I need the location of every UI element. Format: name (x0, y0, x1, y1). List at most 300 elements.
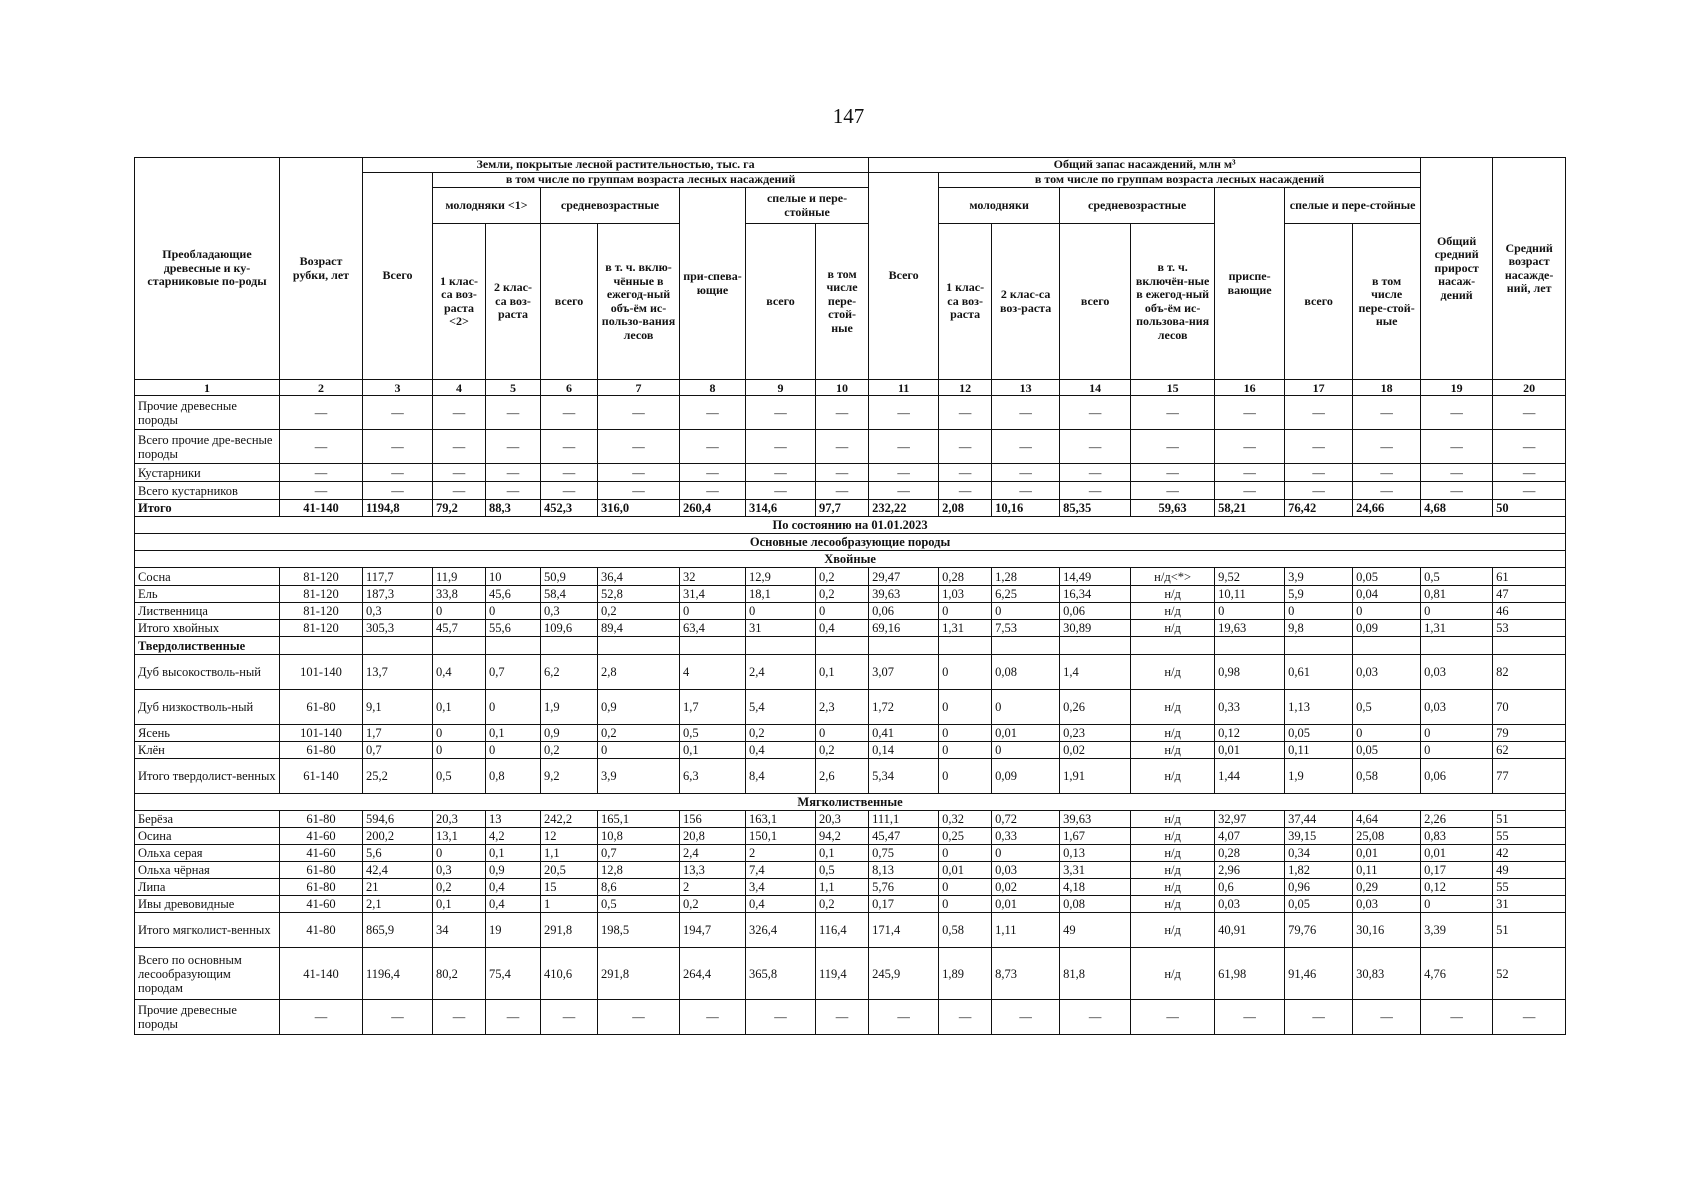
table-cell: 326,4 (746, 913, 816, 948)
section-hardwood-title: Твердолиственные (135, 637, 280, 655)
header-stock-overripe: в том числе пере-стой-ные (1353, 224, 1421, 380)
table-cell: 200,2 (363, 828, 433, 845)
row-total (135, 500, 1566, 517)
table-cell: 0,4 (486, 896, 541, 913)
table-row (135, 828, 1566, 845)
table-cell: 0,01 (939, 862, 992, 879)
table-cell: 58,4 (541, 586, 598, 603)
table-cell: 4,18 (1060, 879, 1131, 896)
table-cell: 0,06 (869, 603, 939, 620)
table-cell: 13 (486, 811, 541, 828)
table-cell: 0 (1421, 896, 1493, 913)
table-row (135, 620, 1566, 637)
table-cell: 0,03 (1353, 896, 1421, 913)
header-stock-total: Всего (869, 173, 939, 380)
table-cell: 0,23 (1060, 725, 1131, 742)
table-cell: 1,9 (1285, 759, 1353, 794)
table-cell: 1,7 (363, 725, 433, 742)
table-cell: 0,05 (1285, 896, 1353, 913)
table-cell: — (746, 430, 816, 464)
table-cell: — (680, 482, 746, 500)
table-cell: — (1493, 482, 1566, 500)
table-cell: 39,15 (1285, 828, 1353, 845)
table-cell: 5,6 (363, 845, 433, 862)
table-cell: н/д (1131, 879, 1215, 896)
table-cell: — (598, 1000, 680, 1035)
table-cell: 0,41 (869, 725, 939, 742)
table-cell: 61-80 (280, 879, 363, 896)
table-cell: 187,3 (363, 586, 433, 603)
table-cell: 0 (1421, 742, 1493, 759)
row-label: Итого твердолист-венных (135, 759, 280, 794)
table-cell: 5,34 (869, 759, 939, 794)
table-cell: — (541, 430, 598, 464)
table-cell: 18,1 (746, 586, 816, 603)
empty-cell (680, 637, 746, 655)
row-label: Всего по основным лесообразующим породам (135, 948, 280, 1000)
table-cell: 1,72 (869, 690, 939, 725)
table-cell: 0 (939, 742, 992, 759)
table-cell: 9,8 (1285, 620, 1353, 637)
empty-cell (992, 637, 1060, 655)
table-cell: — (363, 464, 433, 482)
table-cell: 81-120 (280, 568, 363, 586)
empty-cell (869, 637, 939, 655)
table-cell: 0 (1215, 603, 1285, 620)
table-cell: 0,3 (363, 603, 433, 620)
table-cell: — (541, 464, 598, 482)
table-cell: 0,32 (939, 811, 992, 828)
table-cell: 0,03 (1421, 655, 1493, 690)
empty-cell (1421, 637, 1493, 655)
table-cell: 8,73 (992, 948, 1060, 1000)
table-cell: 410,6 (541, 948, 598, 1000)
table-cell: — (1060, 464, 1131, 482)
table-row (135, 655, 1566, 690)
table-cell: 0 (433, 742, 486, 759)
row-label: Ель (135, 586, 280, 603)
empty-cell (1131, 637, 1215, 655)
table-cell: — (869, 396, 939, 430)
table-cell: 55 (1493, 879, 1566, 896)
table-cell: 6,2 (541, 655, 598, 690)
table-row (135, 811, 1566, 828)
table-cell: — (1353, 396, 1421, 430)
table-cell: 0,1 (816, 845, 869, 862)
header-area-total: Всего (363, 173, 433, 380)
table-cell: — (433, 1000, 486, 1035)
table-cell: 0,2 (816, 568, 869, 586)
table-cell: 0,06 (1060, 603, 1131, 620)
table-cell: 3,9 (598, 759, 680, 794)
table-cell: 0,83 (1421, 828, 1493, 845)
table-row (135, 862, 1566, 879)
table-cell: 41-140 (280, 500, 363, 517)
table-cell: 0,9 (486, 862, 541, 879)
table-cell: 0,7 (598, 845, 680, 862)
table-cell: 0,02 (992, 879, 1060, 896)
table-cell: 13,3 (680, 862, 746, 879)
table-cell: 0,1 (486, 845, 541, 862)
table-cell: — (541, 396, 598, 430)
table-cell: 45,47 (869, 828, 939, 845)
table-cell: — (1353, 1000, 1421, 1035)
table-cell: — (598, 396, 680, 430)
table-cell: 0,5 (1353, 690, 1421, 725)
table-cell: 1,91 (1060, 759, 1131, 794)
table-cell: — (1353, 464, 1421, 482)
table-cell: 117,7 (363, 568, 433, 586)
table-cell: 53 (1493, 620, 1566, 637)
rows-hardwood (135, 655, 1566, 794)
table-cell: 33,8 (433, 586, 486, 603)
table-cell: 32,97 (1215, 811, 1285, 828)
table-cell: 0,4 (816, 620, 869, 637)
table-cell: 2,96 (1215, 862, 1285, 879)
table-cell: 0 (939, 896, 992, 913)
table-cell: 163,1 (746, 811, 816, 828)
table-cell: 0 (433, 603, 486, 620)
column-number: 19 (1421, 380, 1493, 396)
table-header (135, 158, 1566, 380)
empty-cell (939, 637, 992, 655)
table-cell: — (680, 464, 746, 482)
table-cell: 3,31 (1060, 862, 1131, 879)
table-cell: 2,08 (939, 500, 992, 517)
table-cell: 0,02 (1060, 742, 1131, 759)
table-cell: 0,13 (1060, 845, 1131, 862)
table-cell: 0,81 (1421, 586, 1493, 603)
table-cell: 10,8 (598, 828, 680, 845)
table-cell: 75,4 (486, 948, 541, 1000)
table-cell: 41-140 (280, 948, 363, 1000)
table-cell: 2,6 (816, 759, 869, 794)
table-cell: 45,7 (433, 620, 486, 637)
table-cell: — (1421, 430, 1493, 464)
table-cell: 46 (1493, 603, 1566, 620)
rows-top (135, 396, 1566, 500)
table-cell: 70 (1493, 690, 1566, 725)
table-cell: — (280, 482, 363, 500)
table-cell: — (1353, 430, 1421, 464)
table-cell: — (816, 482, 869, 500)
table-cell: 0,2 (541, 742, 598, 759)
section-softwood-title: Мягколиственные (135, 794, 1566, 811)
table-cell: 156 (680, 811, 746, 828)
table-cell: 21 (363, 879, 433, 896)
table-cell: — (1353, 482, 1421, 500)
table-cell: — (541, 482, 598, 500)
table-cell: — (280, 1000, 363, 1035)
column-number: 15 (1131, 380, 1215, 396)
table-cell: 4,64 (1353, 811, 1421, 828)
table-cell: 13,1 (433, 828, 486, 845)
table-cell: 8,13 (869, 862, 939, 879)
table-cell: 0,2 (433, 879, 486, 896)
table-cell: — (1215, 464, 1285, 482)
empty-cell (486, 637, 541, 655)
table-cell: 242,2 (541, 811, 598, 828)
column-number: 18 (1353, 380, 1421, 396)
table-row (135, 482, 1566, 500)
table-cell: 0,33 (1215, 690, 1285, 725)
table-cell: н/д (1131, 811, 1215, 828)
table-cell: 2 (680, 879, 746, 896)
table-row (135, 759, 1566, 794)
table-cell: 76,42 (1285, 500, 1353, 517)
header-area-ripe-all: всего (746, 224, 816, 380)
section-hardwood (135, 637, 1566, 655)
table-cell: 0,03 (1421, 690, 1493, 725)
table-cell: 1,31 (939, 620, 992, 637)
row-label: Ивы древовидные (135, 896, 280, 913)
table-cell: 0 (939, 759, 992, 794)
table-cell: 1,1 (541, 845, 598, 862)
table-cell: — (816, 1000, 869, 1035)
row-label: Липа (135, 879, 280, 896)
table-cell: 0 (939, 603, 992, 620)
table-cell: 61-140 (280, 759, 363, 794)
table-cell: — (1285, 396, 1353, 430)
table-cell: 20,8 (680, 828, 746, 845)
header-area-by-groups: в том числе по группам возраста лесных насаждений (433, 173, 869, 188)
table-cell: — (1215, 482, 1285, 500)
table-cell: 1,4 (1060, 655, 1131, 690)
table-cell: 9,52 (1215, 568, 1285, 586)
header-area-ripe: спелые и пере-стойные (746, 188, 869, 224)
column-number: 16 (1215, 380, 1285, 396)
table-cell: н/д (1131, 725, 1215, 742)
table-cell: 594,6 (363, 811, 433, 828)
table-cell: 69,16 (869, 620, 939, 637)
section-softwood (135, 794, 1566, 811)
table-cell: — (1421, 464, 1493, 482)
table-cell: 0,7 (486, 655, 541, 690)
table-cell: 0 (992, 603, 1060, 620)
table-cell: 0,01 (1421, 845, 1493, 862)
table-cell: 7,4 (746, 862, 816, 879)
table-cell: 0 (433, 725, 486, 742)
table-cell: 89,4 (598, 620, 680, 637)
header-area-middle-incl: в т. ч. вклю-чённые в ежегод-ный объ-ём ис-пользо-вания лесов (598, 224, 680, 380)
table-cell: 0 (746, 603, 816, 620)
table-cell: 5,76 (869, 879, 939, 896)
table-cell: — (280, 430, 363, 464)
table-cell: 0,01 (1353, 845, 1421, 862)
header-stock-by-groups: в том числе по группам возраста лесных насаждений (939, 173, 1421, 188)
table-cell: 2 (746, 845, 816, 862)
row-label: Осина (135, 828, 280, 845)
table-cell: 0,9 (541, 725, 598, 742)
section-headers-2023 (135, 517, 1566, 568)
table-cell: 0,4 (746, 896, 816, 913)
table-cell: — (541, 1000, 598, 1035)
table-cell: 7,53 (992, 620, 1060, 637)
table-cell: 1,31 (1421, 620, 1493, 637)
table-cell: 0,5 (598, 896, 680, 913)
table-cell: 77 (1493, 759, 1566, 794)
table-cell: 0 (1285, 603, 1353, 620)
table-row (135, 913, 1566, 948)
table-cell: 0,61 (1285, 655, 1353, 690)
table-cell: 2,8 (598, 655, 680, 690)
table-cell: — (816, 396, 869, 430)
column-number: 9 (746, 380, 816, 396)
row-label: Итого мягколист-венных (135, 913, 280, 948)
table-cell: 2,26 (1421, 811, 1493, 828)
table-cell: 11,9 (433, 568, 486, 586)
table-cell: 9,1 (363, 690, 433, 725)
table-cell: 0,3 (541, 603, 598, 620)
table-cell: 0,2 (598, 603, 680, 620)
table-cell: 31 (1493, 896, 1566, 913)
table-cell: — (1285, 430, 1353, 464)
table-cell: 0,4 (433, 655, 486, 690)
section-date: По состоянию на 01.01.2023 (135, 517, 1566, 534)
table-cell: 12,9 (746, 568, 816, 586)
page-number: 147 (832, 104, 865, 128)
table-cell: 5,9 (1285, 586, 1353, 603)
table-cell: 5,4 (746, 690, 816, 725)
table-cell: н/д (1131, 603, 1215, 620)
table-cell: — (1060, 396, 1131, 430)
table-cell: — (746, 396, 816, 430)
table-cell: — (992, 482, 1060, 500)
table-row (135, 500, 1566, 517)
table-cell: 109,6 (541, 620, 598, 637)
table-cell: 0,5 (816, 862, 869, 879)
table-cell: 0,2 (816, 586, 869, 603)
table-cell: 39,63 (1060, 811, 1131, 828)
header-stock-middle-incl: в т. ч. включён-ные в ежегод-ный объ-ём ис-пользова-ния лесов (1131, 224, 1215, 380)
table-cell: — (869, 464, 939, 482)
table-cell: 4,07 (1215, 828, 1285, 845)
table-cell: 0,4 (746, 742, 816, 759)
table-cell: — (598, 482, 680, 500)
empty-cell (598, 637, 680, 655)
table-cell: 10 (486, 568, 541, 586)
empty-cell (541, 637, 598, 655)
table-row (135, 896, 1566, 913)
table-cell: 0 (939, 690, 992, 725)
table-cell: 80,2 (433, 948, 486, 1000)
table-cell: 0 (939, 879, 992, 896)
table-cell: 0 (1421, 725, 1493, 742)
table-cell: 1 (541, 896, 598, 913)
table-cell: — (1131, 430, 1215, 464)
table-cell: 10,16 (992, 500, 1060, 517)
table-cell: н/д (1131, 690, 1215, 725)
table-cell: 0,58 (939, 913, 992, 948)
header-area-young: молодняки <1> (433, 188, 541, 224)
table-cell: 1,03 (939, 586, 992, 603)
table-cell: н/д (1131, 913, 1215, 948)
table-cell: — (433, 396, 486, 430)
table-cell: 0 (680, 603, 746, 620)
table-cell: 12,8 (598, 862, 680, 879)
table-cell: 0,04 (1353, 586, 1421, 603)
table-cell: 55 (1493, 828, 1566, 845)
table-cell: 198,5 (598, 913, 680, 948)
table-cell: 79 (1493, 725, 1566, 742)
table-cell: 0,03 (1353, 655, 1421, 690)
table-cell: 0,12 (1215, 725, 1285, 742)
table-cell: 245,9 (869, 948, 939, 1000)
table-cell: 79,76 (1285, 913, 1353, 948)
section-conifers: Хвойные (135, 551, 1566, 568)
table-cell: 1,82 (1285, 862, 1353, 879)
table-cell: — (1421, 1000, 1493, 1035)
column-number: 3 (363, 380, 433, 396)
table-cell: — (746, 1000, 816, 1035)
table-cell: 61-80 (280, 811, 363, 828)
table-cell: 12 (541, 828, 598, 845)
table-cell: 0,03 (1215, 896, 1285, 913)
table-cell: 19 (486, 913, 541, 948)
table-cell: 0,58 (1353, 759, 1421, 794)
table-row (135, 430, 1566, 464)
table-cell: 31,4 (680, 586, 746, 603)
table-cell: 42 (1493, 845, 1566, 862)
table-cell: 88,3 (486, 500, 541, 517)
table-cell: 0,4 (486, 879, 541, 896)
table-cell: 6,25 (992, 586, 1060, 603)
empty-cell (1493, 637, 1566, 655)
header-stock-ripe: спелые и пере-стойные (1285, 188, 1421, 224)
table-cell: 0,06 (1421, 759, 1493, 794)
column-number: 11 (869, 380, 939, 396)
table-cell: 0,08 (1060, 896, 1131, 913)
table-cell: 1,9 (541, 690, 598, 725)
empty-cell (1353, 637, 1421, 655)
table-cell: 49 (1493, 862, 1566, 879)
table-cell: 119,4 (816, 948, 869, 1000)
column-number: 14 (1060, 380, 1131, 396)
column-number: 6 (541, 380, 598, 396)
table-cell: 97,7 (816, 500, 869, 517)
column-number: 1 (135, 380, 280, 396)
row-label: Дуб низкостволь-ный (135, 690, 280, 725)
table-cell: 82 (1493, 655, 1566, 690)
table-cell: 47 (1493, 586, 1566, 603)
table-cell: — (939, 396, 992, 430)
table-cell: 0,29 (1353, 879, 1421, 896)
header-area-middle-all: всего (541, 224, 598, 380)
table-cell: — (433, 482, 486, 500)
table-cell: 42,4 (363, 862, 433, 879)
table-cell: — (1131, 396, 1215, 430)
empty-cell (816, 637, 869, 655)
table-cell: 37,44 (1285, 811, 1353, 828)
table-cell: 0 (1421, 603, 1493, 620)
table-cell: 3,4 (746, 879, 816, 896)
table-cell: 0,03 (992, 862, 1060, 879)
table-cell: 20,3 (816, 811, 869, 828)
table-cell: 16,34 (1060, 586, 1131, 603)
table-cell: — (1060, 1000, 1131, 1035)
table-cell: 41-60 (280, 896, 363, 913)
table-cell: 0,1 (486, 725, 541, 742)
table-cell: 1,44 (1215, 759, 1285, 794)
table-cell: — (1421, 482, 1493, 500)
table-cell: 0 (939, 725, 992, 742)
header-stock-middle-all: всего (1060, 224, 1131, 380)
table-cell: — (1493, 430, 1566, 464)
table-cell: 0,96 (1285, 879, 1353, 896)
table-cell: 15 (541, 879, 598, 896)
table-cell: 36,4 (598, 568, 680, 586)
header-area-overripe: в том числе пере-стой-ные (816, 224, 869, 380)
